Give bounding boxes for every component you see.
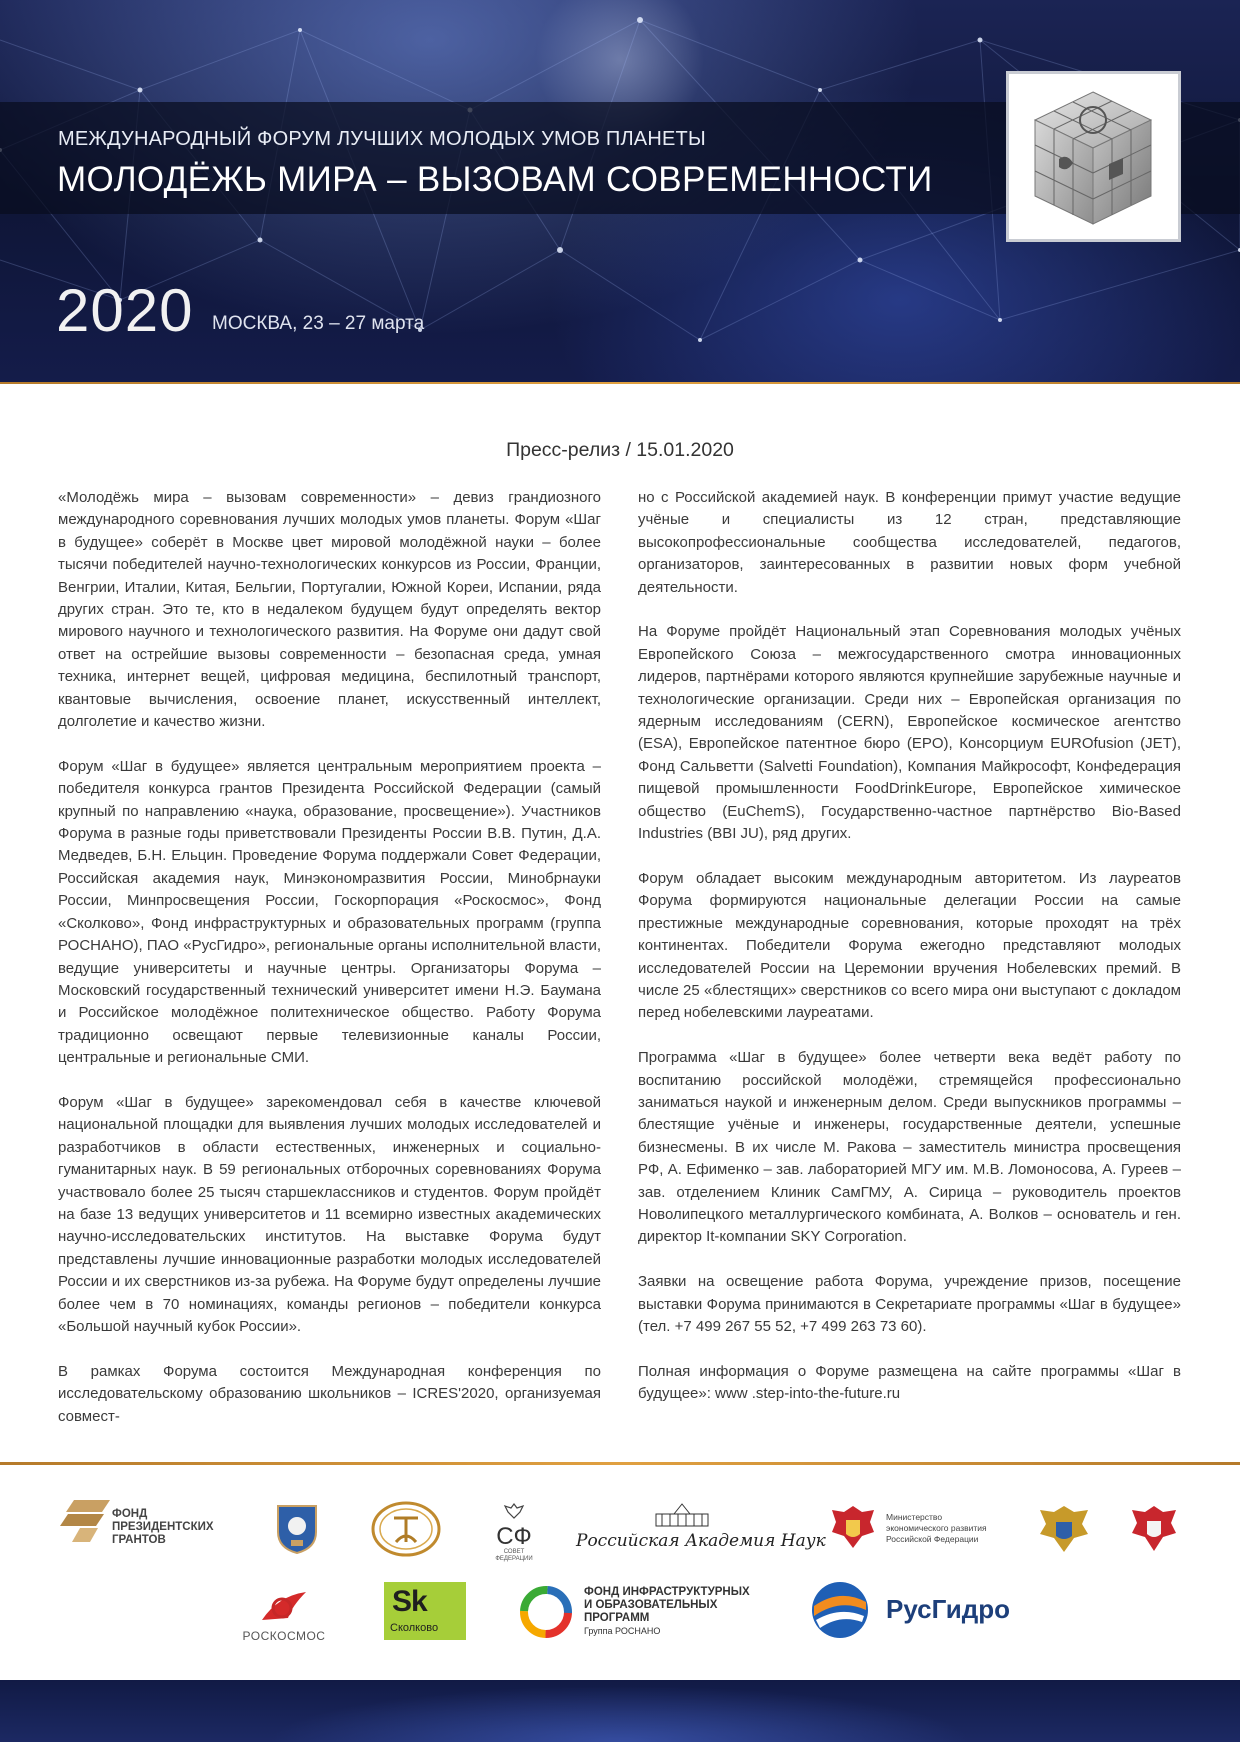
roscosmos-name: РОСКОСМОС: [242, 1629, 326, 1643]
paragraph: Форум «Шаг в будущее» зарекомендовал себя в качестве ключевой национальной площадки для выявления лучших молодых исследователей и разработчиков в области естественных, инженерных и социально-гуманитарных наук. В 59 региональных отборочных соревнованиях Форума участвовало более 25 тысяч старшеклассников и студентов. Форум пройдёт на базе 13 ведущих университетов и 11 всемирно известных академических научно-исследовательских институтов. На выставке Форума будут представлены лучшие инновационные разработки молодых исследователей России и их сверстников из-за рубежа. На Форуме будут определены лучшие более чем в 70 номинациях, команды регионов – победители конкурса «Большой научный кубок России».: [58, 1093, 601, 1335]
paragraph: но с Российской академией наук. В конференции примут участие ведущие учёные и специалисты из 12 стран, представляющие высокопрофессиональные сообщества исследователей, педагогов, организаторов, заинтересованных в развитии новых форм учебной деятельности.: [638, 489, 1181, 596]
skolkovo-mark: Sk: [392, 1585, 427, 1618]
fiop-logo: [518, 1580, 768, 1644]
fpg-line: ФОНД: [112, 1508, 148, 1520]
fiop-group: Группа РОСНАНО: [584, 1626, 661, 1636]
coat-of-arms-icon: [1036, 1502, 1092, 1556]
rushydro-logo: [810, 1580, 1010, 1642]
sf-logo: [486, 1502, 542, 1563]
fpg-emblem-icon: [60, 1500, 110, 1542]
forum-year: 2020: [56, 277, 194, 344]
rushydro-name: РусГидро: [886, 1594, 1010, 1624]
skolkovo-logo: [384, 1582, 466, 1640]
rmpo-emblem-icon: [370, 1500, 442, 1558]
rmpo-logo: [370, 1500, 442, 1563]
forum-subtitle: МЕЖДУНАРОДНЫЙ ФОРУМ ЛУЧШИХ МОЛОДЫХ УМОВ ПЛАНЕТЫ: [58, 128, 706, 150]
mer-line: Министерство: [886, 1512, 943, 1522]
cube-logo: [1006, 71, 1181, 242]
skolkovo-name: Сколково: [390, 1622, 439, 1634]
forum-place-date: МОСКВА, 23 – 27 марта: [212, 313, 425, 334]
minpros-logo: [1128, 1502, 1180, 1561]
bmstu-shield-icon: [276, 1502, 318, 1554]
bmstu-logo: [276, 1502, 318, 1559]
minobrnauki-logo: [1036, 1502, 1092, 1561]
paragraph: Полная информация о Форуме размещена на сайте программы «Шаг в будущее»: www .step-into-the-future.ru: [638, 1362, 1181, 1403]
paragraph: Программа «Шаг в будущее» более четверти века ведёт работу по воспитанию российской молодёжи, стремящейся профессионально заниматься наукой и инженерным делом. Среди выпускников программы – блестящие учёные и инженеры, государственные деятели, успешные бизнесмены. В их числе М. Ракова – заместитель министра просвещения РФ, А. Ефименко – зав. лабораторией МГУ им. М.В. Ломоносова, А. Гуреев – зав. отделением Клиник СамГМУ, А. Сирица – руководитель проектов Новолипецкого металлургического комбината, А. Волков – основатель и ген. директор It-компании SKY Corporation.: [638, 1049, 1181, 1246]
paragraph: Заявки на освещение работа Форума, учреждение призов, посещение выставки Форума принимаются в Секретариате программы «Шаг в будущее» (тел. +7 499 267 55 52, +7 499 263 73 60).: [638, 1273, 1181, 1335]
paragraph: На Форуме пройдёт Национальный этап Соревнования молодых учёных Европейского Союза – межгосударственного смотра инновационных лидеров, партнёрами которого являются крупнейшие зарубежные научные и технологические организации. Среди них – Европейская организация по ядерным исследованиям (CERN), Европейское космическое агентство (ESA), Европейское патентное бюро (EPO), Консорциум EUROfusion (JET), Фонд Сальветти (Salvetti Foundation), Компания Майкрософт, Конфедерация пищевой промышленности FoodDrinkEurope, Европейское химическое общество (EuChemS), Государственно-частное партнёрство Bio-Based Industries (BBI JU), ряд других.: [638, 623, 1181, 843]
coat-of-arms-icon: [828, 1502, 878, 1552]
ran-building-icon: [652, 1500, 712, 1528]
fpg-line: ГРАНТОВ: [112, 1534, 166, 1546]
eagle-icon: [503, 1502, 525, 1520]
press-release-line: Пресс-релиз / 15.01.2020: [506, 439, 734, 461]
paragraph: Форум обладает высоким международным авторитетом. Из лауреатов Форума формируются национальные делегации России на самые престижные международные соревнования, которые проходят на трёх континентах. Победители Форума ежегодно представляют молодых исследователей России на Церемонии вручения Нобелевских премий. В числе 25 «блестящих» сверстников со всего мира они выступают с докладом перед нобелевскими лауреатами.: [638, 869, 1181, 1022]
right-column: [638, 487, 1181, 1428]
fiop-line: ФОНД ИНФРАСТРУКТУРНЫХ: [584, 1586, 750, 1598]
paragraph: В рамках Форума состоится Международная конференция по исследовательскому образованию школьников – ICRES'2020, организуемая совмест-: [58, 1362, 601, 1425]
paragraph: Форум «Шаг в будущее» является центральным мероприятием проекта – победителя конкурса грантов Президента Российской Федерации (самый крупный по направлению «наука, образование, просвещение»). Участников Форума в разные годы приветствовали Президенты России В.В. Путин, Д.А. Медведев, Б.Н. Ельцин. Проведение Форума поддержали Совет Федерации, Российская академия наук, Минэкономразвития России, Минобрнауки России, Минпросвещения России, Госкорпорация «Роскосмос», Фонд «Сколково», Фонд инфраструктурных и образовательных программ (группа РОСНАНО), ПАО «РусГидро», региональные органы исполнительной власти, ведущие университеты и научные центры. Организаторы Форума – Московский государственный технический университет имени Н.Э. Баумана и Российское молодёжное политехническое общество. Работу Форума традиционно освещают первые телевизионные каналы России, центральные и региональные СМИ.: [58, 757, 601, 1067]
ran-logo: [576, 1500, 826, 1551]
sf-mark: СФ: [496, 1523, 532, 1550]
sf-line: СОВЕТ: [503, 1549, 525, 1555]
mer-line: Российской Федерации: [886, 1534, 979, 1544]
fpg-line: ПРЕЗИДЕНТСКИХ: [112, 1521, 214, 1533]
footer-band: [0, 1680, 1240, 1742]
sf-line: ФЕДЕРАЦИИ: [495, 1556, 533, 1562]
cube-icon: [1009, 74, 1178, 239]
header-banner: [0, 0, 1240, 384]
coat-of-arms-icon: [1128, 1502, 1180, 1556]
fiop-line: ПРОГРАММ: [584, 1612, 650, 1624]
ran-name: Российская Академия Наук: [576, 1531, 826, 1551]
fpg-logo: [60, 1498, 255, 1558]
header-divider: [0, 382, 1240, 384]
fiop-line: И ОБРАЗОВАТЕЛЬНЫХ: [584, 1599, 718, 1611]
mer-line: экономического развития: [886, 1523, 987, 1533]
paragraph: «Молодёжь мира – вызовам современности» – девиз грандиозного международного соревнования лучших молодых умов планеты. Форум «Шаг в будущее» соберёт в Москве цвет мировой молодёжной науки – более тысячи победителей научно-технологических конкурсов из России, Франции, Венгрии, Италии, Китая, Бельгии, Португалии, Южной Кореи, Испании, ряда других стран. Это те, кто в недалеком будущем будут определять вектор мирового научного и технологического развития. На Форуме они дадут свой ответ на острейшие вызовы современности – безопасная среда, умная техника, интернет вещей, цифровая медицина, беспилотный транспорт, квантовые вычисления, освоение планет, искусственный интеллект, долголетие и качество жизни.: [58, 489, 601, 731]
rocket-icon: [258, 1588, 310, 1624]
fiop-ring-icon: [518, 1584, 574, 1640]
left-column: [58, 487, 601, 1450]
footer-divider: [0, 1462, 1240, 1465]
roscosmos-logo: [236, 1588, 332, 1643]
forum-title: МОЛОДЁЖЬ МИРА – ВЫЗОВАМ СОВРЕМЕННОСТИ: [57, 160, 933, 199]
rushydro-wave-icon: [810, 1580, 870, 1640]
